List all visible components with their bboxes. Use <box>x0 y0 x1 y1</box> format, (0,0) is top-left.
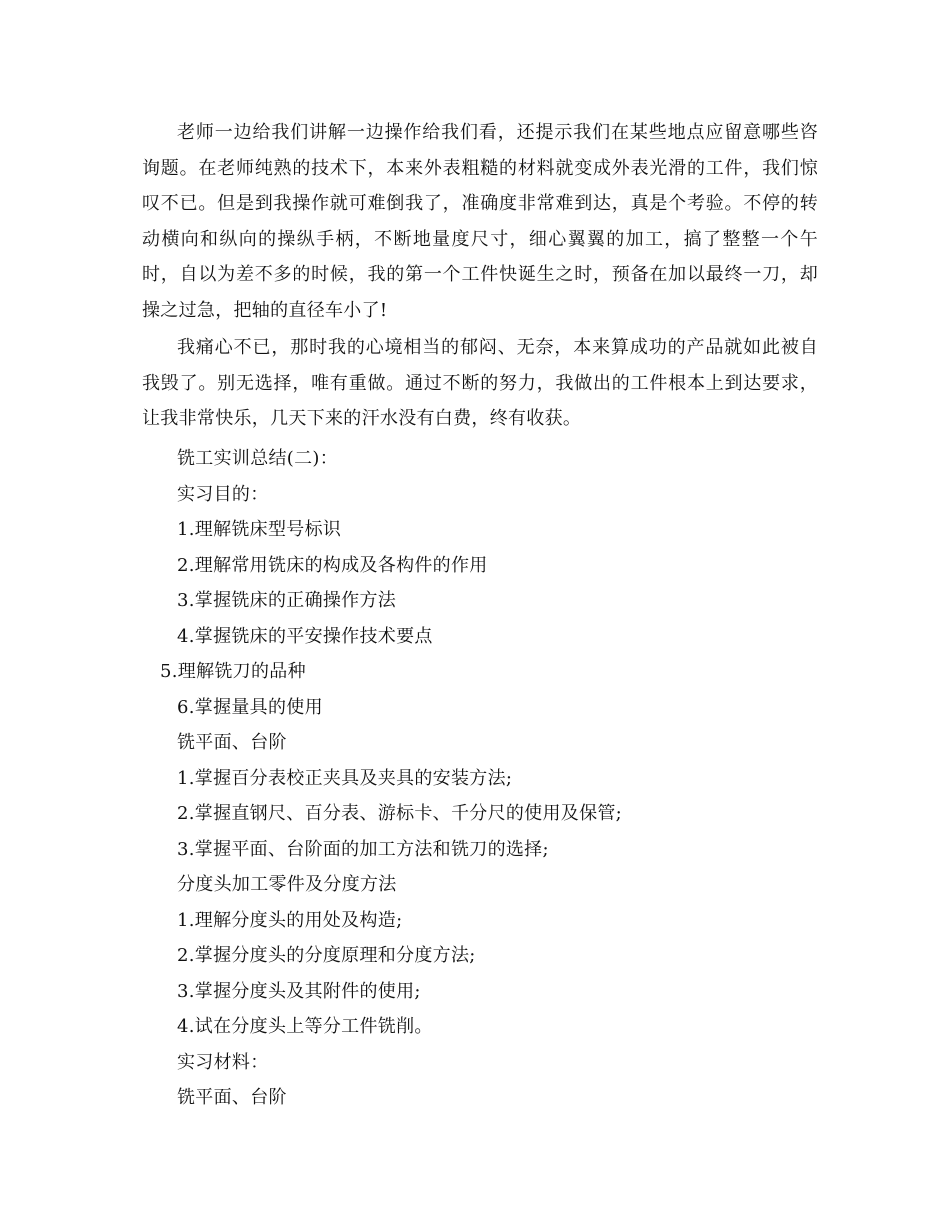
paragraph-2 <box>142 330 818 437</box>
section-heading: 实习材料： <box>177 1052 269 1073</box>
list-item: 1.掌握百分表校正夹具及夹具的安装方法; <box>177 768 513 789</box>
paragraph-line: 询题。在老师纯熟的技术下，本来外表粗糙的材料就变成外表光滑的工件，我们惊 <box>142 157 818 179</box>
paragraph-line: 我毁了。别无选择，唯有重做。通过不断的努力，我做出的工件根本上到达要求， <box>142 372 818 394</box>
section-heading: 实习目的： <box>177 484 269 505</box>
list-item: 1.理解分度头的用处及构造; <box>177 910 403 931</box>
paragraph-line: 我痛心不已，那时我的心境相当的郁闷、无奈，本来算成功的产品就如此被自 <box>177 337 818 358</box>
list-item: 4.试在分度头上等分工件铣削。 <box>177 1016 433 1037</box>
section-heading: 铣工实训总结(二)： <box>177 448 339 469</box>
list-item: 2.掌握直钢尺、百分表、游标卡、千分尺的使用及保管; <box>177 803 623 824</box>
section-heading: 铣平面、台阶 <box>177 732 287 753</box>
list-item: 2.掌握分度头的分度原理和分度方法; <box>177 945 476 966</box>
paragraph-line: 老师一边给我们讲解一边操作给我们看，还提示我们在某些地点应留意哪些咨 <box>177 122 818 143</box>
paragraph-1 <box>142 115 818 329</box>
list-item: 5.理解铣刀的品种 <box>160 661 306 682</box>
section-heading: 分度头加工零件及分度方法 <box>177 874 397 895</box>
list-item: 6.掌握量具的使用 <box>177 697 323 718</box>
list-item: 1.理解铣床型号标识 <box>177 519 342 540</box>
list-item: 4.掌握铣床的平安操作技术要点 <box>177 626 433 647</box>
list-item: 3.掌握铣床的正确操作方法 <box>177 590 397 611</box>
paragraph-line: 动横向和纵向的操纵手柄，不断地量度尺寸，细心翼翼的加工，搞了整整一个午 <box>142 228 818 250</box>
paragraph-line: 时，自以为差不多的时候，我的第一个工件快诞生之时，预备在加以最终一刀，却 <box>142 264 818 286</box>
list-item: 2.理解常用铣床的构成及各构件的作用 <box>177 555 488 576</box>
paragraph-line: 叹不已。但是到我操作就可难倒我了，准确度非常难到达，真是个考验。不停的转 <box>142 193 818 215</box>
section-heading: 铣平面、台阶 <box>177 1087 287 1108</box>
paragraph-line: 操之过急，把轴的直径车小了! <box>142 299 388 321</box>
paragraph-line: 让我非常快乐，几天下来的汗水没有白费，终有收获。 <box>142 408 582 430</box>
list-item: 3.掌握平面、台阶面的加工方法和铣刀的选择; <box>177 839 549 860</box>
list-item: 3.掌握分度头及其附件的使用; <box>177 981 421 1002</box>
